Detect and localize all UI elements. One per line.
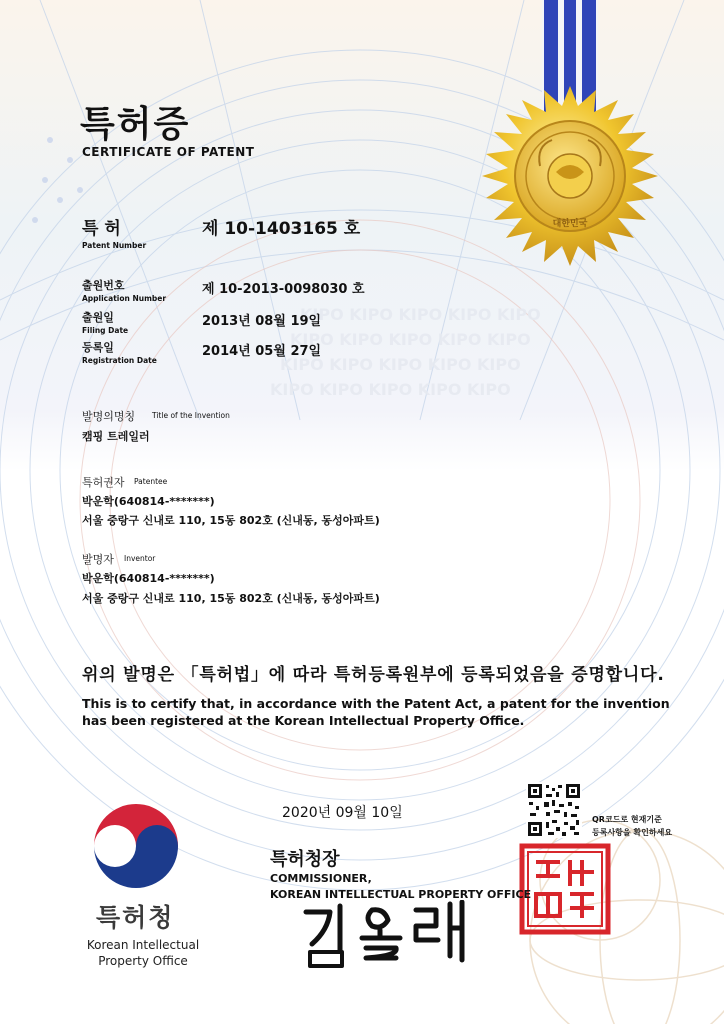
registration-date-value: 2014년 05월 27일 <box>202 344 322 359</box>
patent-number-value: 제 10-1403165 호 <box>202 219 361 239</box>
watermark-row: KIPO KIPO KIPO KIPO KIPO <box>270 380 511 399</box>
registration-date-label: 등록일 <box>82 341 114 354</box>
inventor-label-en: Inventor <box>124 554 156 563</box>
patent-number-label-en: Patent Number <box>82 241 147 250</box>
invention-title-value: 캠핑 트레일러 <box>82 430 150 443</box>
filing-date-value: 2013년 08월 19일 <box>202 314 322 329</box>
patent-number-label: 특 허 <box>82 219 121 239</box>
inventor-name: 박운학(640814-*******) <box>82 572 215 585</box>
watermark-row: KIPO KIPO KIPO KIPO KIPO <box>280 355 521 374</box>
application-number-label: 출원번호 <box>82 279 125 292</box>
certification-statement-ko: 위의 발명은 「특허법」에 따라 특허등록원부에 등록되었음을 증명합니다. <box>82 665 665 685</box>
certificate-title-en: CERTIFICATE OF PATENT <box>82 145 255 159</box>
watermark-row: KIPO KIPO KIPO KIPO KIPO <box>300 305 541 324</box>
filing-date-label-en: Filing Date <box>82 326 129 335</box>
seal-text: 대한민국 <box>552 219 588 229</box>
invention-title-label: 발명의명칭 <box>82 410 136 423</box>
qr-code <box>526 782 582 838</box>
invention-title-label-en: Title of the Invention <box>152 411 230 420</box>
certification-statement-en: This is to certify that, in accordance with the Patent Act, a patent for the invention has been registered at the Korean Intellectual Property Office. <box>82 696 670 728</box>
filing-date-label: 출원일 <box>82 311 114 324</box>
application-number-value: 제 10-2013-0098030 호 <box>202 282 365 297</box>
patentee-address: 서울 중랑구 신내로 110, 15동 802호 (신내동, 동성아파트) <box>82 514 380 527</box>
office-name-en: Korean Intellectual Property Office <box>86 938 200 968</box>
patentee-label-en: Patentee <box>134 477 168 486</box>
kipo-logo-icon <box>94 804 178 888</box>
office-name-ko: 특허청 <box>96 903 175 932</box>
qr-code-note: QR코드로 현재기준 등록사항을 확인하세요 <box>592 815 673 837</box>
patentee-label: 특허권자 <box>82 476 125 489</box>
inventor-address: 서울 중랑구 신내로 110, 15동 802호 (신내동, 동성아파트) <box>82 592 380 605</box>
gold-medal-seal <box>482 86 658 266</box>
commissioner-title-en: COMMISSIONER, KOREAN INTELLECTUAL PROPERTY OFFICE <box>270 872 532 901</box>
application-number-label-en: Application Number <box>82 294 167 303</box>
certificate-title: 특허증 <box>80 104 191 145</box>
issue-date: 2020년 09월 10일 <box>282 805 403 821</box>
inventor-label: 발명자 <box>82 553 114 566</box>
commissioner-signature <box>300 900 480 970</box>
commissioner-title: 특허청장 <box>270 849 340 870</box>
watermark-row: KIPO KIPO KIPO KIPO KIPO <box>290 330 531 349</box>
registration-date-label-en: Registration Date <box>82 356 157 365</box>
patentee-name: 박운학(640814-*******) <box>82 495 215 508</box>
